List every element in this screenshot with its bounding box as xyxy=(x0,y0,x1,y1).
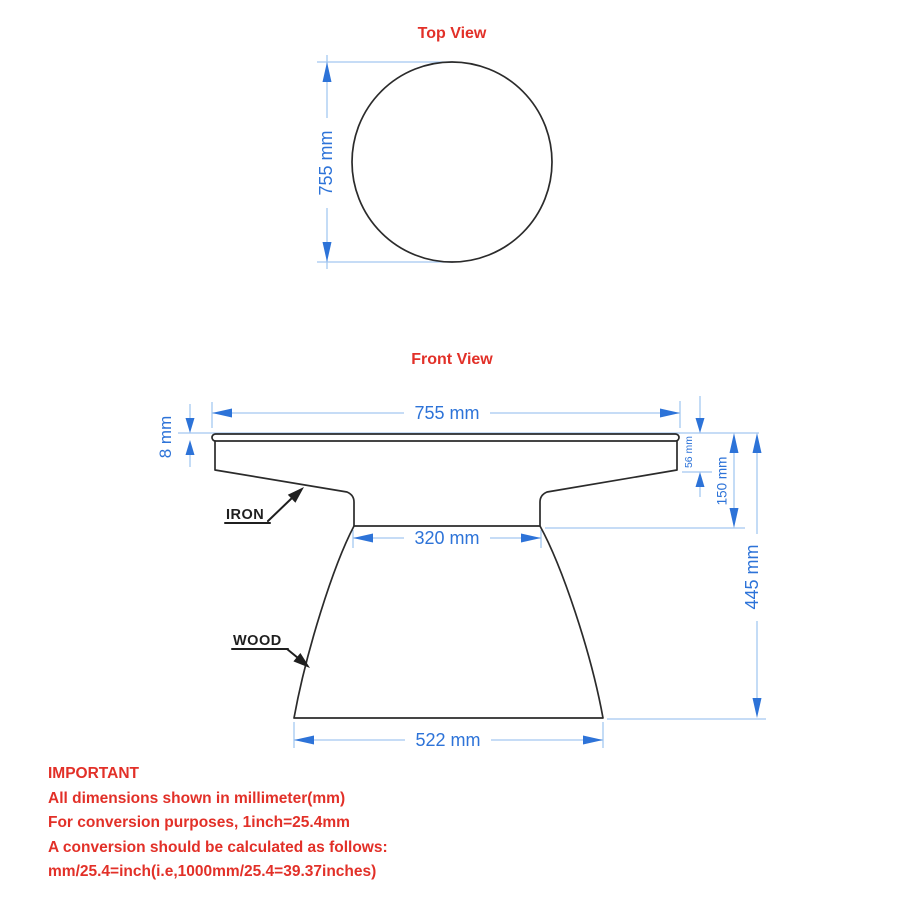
arrow-up-icon xyxy=(730,433,739,453)
notes-line: A conversion should be calculated as follows: xyxy=(48,838,388,856)
top-view-title: Top View xyxy=(417,25,487,42)
notes-line: mm/25.4=inch(i.e,1000mm/25.4=39.37inches) xyxy=(48,863,377,880)
arrow-left-icon xyxy=(294,736,314,745)
arrow-left-icon xyxy=(212,409,232,418)
arrow-down-icon xyxy=(696,418,705,433)
neck-width-dim-label: 320 mm xyxy=(414,528,480,548)
tabletop-circle xyxy=(352,62,552,262)
arrow-down-icon xyxy=(753,698,762,718)
arrow-up-icon xyxy=(753,433,762,453)
front-view xyxy=(156,351,766,750)
arrow-down-icon xyxy=(186,418,195,433)
notes-heading: IMPORTANT xyxy=(48,765,139,782)
top-view xyxy=(316,25,552,269)
notes-line: All dimensions shown in millimeter(mm) xyxy=(48,789,346,807)
arrow-right-icon xyxy=(660,409,680,418)
top-width-dim-label: 755 mm xyxy=(414,403,480,423)
arrow-up-icon xyxy=(186,440,195,455)
arrow-down-icon xyxy=(323,242,332,262)
wood-leader-line xyxy=(287,649,298,658)
iron-callout xyxy=(225,487,304,523)
arrow-left-icon xyxy=(353,534,373,543)
wood-callout xyxy=(232,633,310,668)
arrow-up-icon xyxy=(323,62,332,82)
wood-base-profile xyxy=(294,526,603,718)
top-thickness-dim-label: 8 mm xyxy=(156,415,175,459)
important-notes xyxy=(48,762,388,885)
front-view-title: Front View xyxy=(411,351,493,368)
total-height-dim-label: 445 mm xyxy=(742,544,762,610)
wood-label: WOOD xyxy=(233,633,282,649)
arrow-right-icon xyxy=(521,534,541,543)
notes-line: For conversion purposes, 1inch=25.4mm xyxy=(48,814,350,831)
iron-height-dim-label: 150 mm xyxy=(714,456,730,506)
iron-leader-line xyxy=(268,497,293,521)
tabletop-profile xyxy=(212,434,679,441)
arrow-right-icon xyxy=(583,736,603,745)
top-diameter-dim-label: 755 mm xyxy=(316,130,336,196)
base-width-dim-label: 522 mm xyxy=(415,730,481,750)
iron-pedestal-profile xyxy=(215,441,677,526)
iron-label: IRON xyxy=(226,507,265,523)
arrow-down-icon xyxy=(730,508,739,528)
arrow-up-icon xyxy=(696,472,705,487)
edge-height-dim-label: 56 mm xyxy=(683,435,695,469)
